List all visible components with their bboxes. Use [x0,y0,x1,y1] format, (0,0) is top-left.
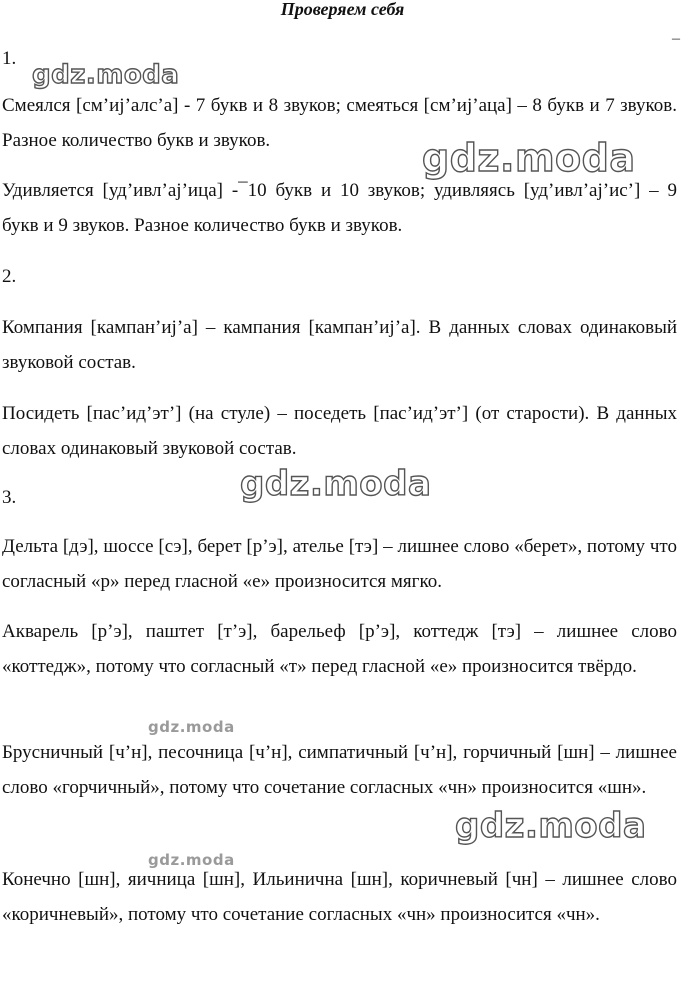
corner-dash: – [672,30,680,47]
page-title: Проверяем себя [280,0,405,19]
paragraph-2-2: Посидеть [пас’ид’эт’] (на стуле) – поседеть [пас’ид’эт’] (от старости). В данных словах одинаковый звуковой состав. [2,403,677,459]
paragraph-1-1: Смеялся [см’иj’алс’а] - 7 букв и 8 звуков; смеяться [см’иj’аца] – 8 букв и 7 звуков. Разное количество букв и звуков. [2,95,677,151]
watermark-logo: gdz.moda [240,464,432,504]
watermark-logo: gdz.moda [32,60,180,90]
paragraph-3-1: Дельта [дэ], шоссе [сэ], берет [р’э], ателье [тэ] – лишнее слово «берет», потому что согласный «р» перед гласной «е» произносится мягко. [2,536,677,592]
paragraph-2-1: Компания [кампан’иj’а] – кампания [кампан’иj’а]. В данных словах одинаковый звуковой состав. [2,317,677,373]
section-number-1: 1. [2,48,17,69]
watermark-logo: gdz.moda [148,851,235,869]
paragraph-3-4: Конечно [шн], яичница [шн], Ильинична [шн], коричневый [чн] – лишнее слово «коричневый», потому что сочетание согласных «чн» произносится «чн». [2,869,677,925]
paragraph-3-3: Брусничный [ч’н], песочница [ч’н], симпатичный [ч’н], горчичный [шн] – лишнее слово «горчичный», потому что сочетание согласных «чн» произносится «шн». [2,742,677,798]
watermark-logo: gdz.moda [455,806,647,846]
section-number-3: 3. [2,487,17,508]
watermark-logo: gdz.moda [422,136,636,180]
paragraph-3-2: Акварель [р’э], паштет [т’э], барельеф [р’э], коттедж [тэ] – лишнее слово «коттедж», потому что согласный «т» перед гласной «е» произносится твёрдо. [2,621,677,677]
watermark-logo: gdz.moda [148,718,235,736]
section-number-2: 2. [2,266,17,287]
paragraph-1-2: Удивляется [уд’ивл’аj’ица] -¯10 букв и 10 звуков; удивляясь [уд’ивл’аj’ис’] – 9 букв и 9 звуков. Разное количество букв и звуков. [2,180,677,236]
